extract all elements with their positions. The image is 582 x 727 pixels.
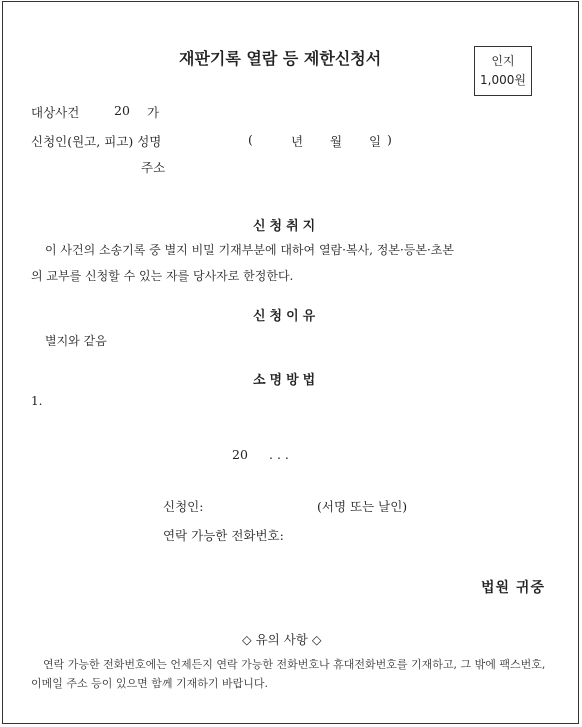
court-addressee: 법원 귀중 — [481, 580, 545, 596]
birth-year-label: 년 — [291, 134, 304, 149]
evidence-item: 1. — [31, 394, 43, 408]
signature-note: (서명 또는 날인) — [317, 499, 408, 514]
notice-line-2: 이메일 주소 등이 있으면 함께 기재하기 바랍니다. — [31, 677, 268, 690]
reason-text: 별지와 같음 — [45, 334, 107, 348]
stamp-label: 인지 — [491, 54, 515, 68]
date-year: 20 — [232, 447, 248, 462]
case-year: 20 — [114, 103, 130, 118]
date-dots: . . . — [269, 447, 289, 462]
purpose-line-2: 의 교부를 신청할 수 있는 자를 당사자로 한정한다. — [31, 269, 294, 283]
document-page — [2, 1, 579, 724]
notice-heading: ◇ 유의 사항 ◇ — [242, 632, 322, 647]
birth-open-paren: ( — [248, 132, 253, 147]
document-title: 재판기록 열람 등 제한신청서 — [179, 49, 382, 68]
address-label: 주소 — [141, 160, 166, 175]
revenue-stamp-box — [474, 46, 532, 96]
notice-line-1: 연락 가능한 전화번호에는 언제든지 연락 가능한 전화번호나 휴대전화번호를 기재하고, 그 밖에 팩스번호, — [43, 658, 546, 671]
birth-month-label: 월 — [330, 134, 343, 149]
birth-close-paren: ) — [387, 132, 392, 147]
purpose-line-1: 이 사건의 소송기록 중 별지 비밀 기재부분에 대하여 열람·복사, 정본·등본·초본 — [45, 243, 454, 257]
phone-label: 연락 가능한 전화번호: — [163, 528, 284, 543]
evidence-heading: 소명방법 — [253, 373, 320, 388]
case-label: 대상사건 — [31, 105, 80, 120]
reason-heading: 신청이유 — [253, 309, 320, 324]
case-mark: 가 — [147, 105, 160, 120]
purpose-heading: 신청취지 — [253, 219, 320, 234]
birth-day-label: 일 — [369, 134, 382, 149]
applicant-name-label: 신청인(원고, 피고) 성명 — [31, 134, 162, 149]
stamp-amount: 1,000원 — [480, 73, 526, 87]
signature-applicant-label: 신청인: — [163, 499, 204, 514]
